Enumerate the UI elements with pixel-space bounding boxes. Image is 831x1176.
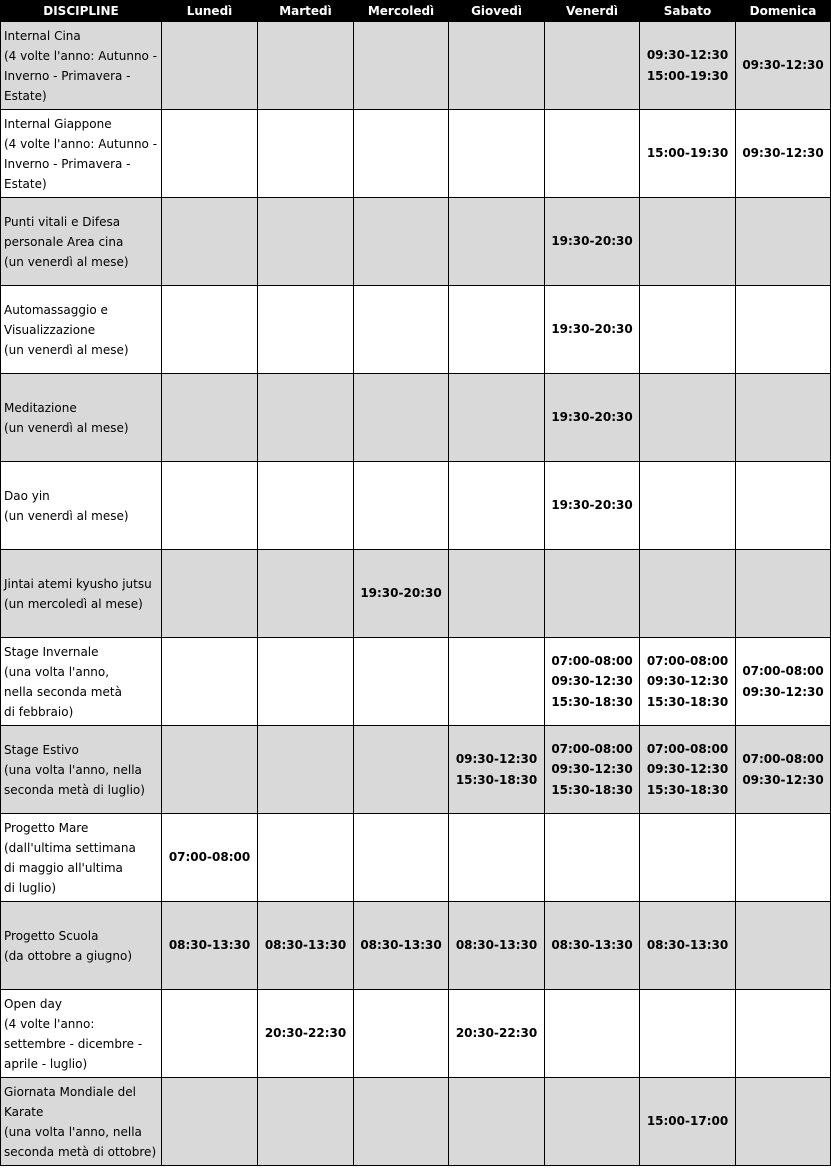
time-cell — [258, 110, 354, 198]
time-cell — [162, 462, 258, 550]
time-cell — [736, 814, 831, 902]
time-slot: 19:30-20:30 — [551, 410, 633, 425]
time-cell — [449, 902, 545, 990]
discipline-line: Automassaggio e — [4, 302, 108, 317]
discipline-cell — [1, 286, 162, 374]
discipline-line: Giornata Mondiale del — [4, 1084, 136, 1099]
time-cell — [162, 286, 258, 374]
time-slot: 07:00-08:00 — [646, 653, 729, 668]
time-cell — [354, 902, 449, 990]
discipline-line: (4 volte l'anno: Autunno - — [4, 136, 158, 151]
table-row — [1, 726, 831, 814]
time-cell — [545, 990, 640, 1078]
discipline-line: (una volta l'anno, — [4, 664, 110, 679]
discipline-line: (un mercoledì al mese) — [4, 596, 143, 611]
time-cell — [449, 638, 545, 726]
time-cell — [354, 638, 449, 726]
time-cell — [545, 286, 640, 374]
time-cell — [545, 726, 640, 814]
time-cell — [545, 902, 640, 990]
time-slot: 07:00-08:00 — [742, 664, 824, 678]
time-cell — [449, 198, 545, 286]
discipline-cell — [1, 726, 162, 814]
time-cell — [354, 374, 449, 462]
time-cell — [162, 902, 258, 990]
discipline-line: Open day — [4, 996, 62, 1011]
time-cell — [354, 286, 449, 374]
time-cell — [354, 726, 449, 814]
discipline-line: di maggio all'ultima — [4, 860, 123, 875]
time-cell — [258, 550, 354, 638]
discipline-line: Stage Estivo — [4, 742, 79, 757]
header-discipline: DISCIPLINE — [1, 1, 162, 22]
time-cell — [258, 814, 354, 902]
discipline-cell — [1, 462, 162, 550]
time-slot: 08:30-13:30 — [455, 938, 538, 953]
time-cell — [640, 198, 736, 286]
time-cell — [640, 814, 736, 902]
time-slot: 20:30-22:30 — [455, 1026, 538, 1041]
discipline-line: (4 volte l'anno: — [4, 1016, 95, 1031]
discipline-line: (4 volte l'anno: Autunno - — [4, 48, 158, 63]
time-slot: 08:30-13:30 — [168, 938, 251, 953]
discipline-cell — [1, 374, 162, 462]
time-cell — [640, 726, 736, 814]
time-slot: 07:00-08:00 — [551, 653, 633, 668]
discipline-line: Jintai atemi kyusho jutsu — [4, 576, 152, 591]
discipline-line: (da ottobre a giugno) — [4, 948, 133, 963]
discipline-line: (un venerdì al mese) — [4, 342, 129, 357]
discipline-line: Estate) — [4, 88, 47, 103]
time-slot: 07:00-08:00 — [646, 741, 729, 756]
table-row — [1, 198, 831, 286]
time-cell — [258, 22, 354, 110]
discipline-line: seconda metà di luglio) — [4, 782, 145, 797]
time-cell — [545, 550, 640, 638]
time-cell — [354, 110, 449, 198]
header-day: Sabato — [640, 1, 736, 22]
discipline-line: Dao yin — [4, 488, 50, 503]
table-row — [1, 462, 831, 550]
time-slot: 09:30-12:30 — [742, 772, 824, 787]
discipline-cell — [1, 22, 162, 110]
time-slot: 15:30-18:30 — [551, 694, 633, 709]
discipline-line: (dall'ultima settimana — [4, 840, 136, 855]
discipline-line: Punti vitali e Difesa — [4, 214, 121, 229]
time-slot: 07:00-08:00 — [742, 752, 824, 766]
time-cell — [449, 462, 545, 550]
time-cell — [736, 726, 831, 814]
time-cell — [736, 638, 831, 726]
time-slot: 15:30-18:30 — [551, 782, 633, 797]
table-row — [1, 638, 831, 726]
time-cell — [640, 22, 736, 110]
time-cell — [736, 1078, 831, 1166]
table-row — [1, 374, 831, 462]
time-slot: 09:30-12:30 — [551, 674, 633, 689]
table-row — [1, 22, 831, 110]
time-slot: 07:00-08:00 — [551, 741, 633, 756]
discipline-line: Inverno - Primavera - — [4, 156, 131, 171]
time-slot: 15:30-18:30 — [455, 772, 538, 787]
time-slot: 09:30-12:30 — [742, 58, 824, 73]
discipline-line: (una volta l'anno, nella — [4, 1124, 142, 1139]
time-cell — [258, 990, 354, 1078]
time-cell — [545, 110, 640, 198]
time-slot: 15:00-17:00 — [646, 1114, 729, 1129]
time-cell — [545, 374, 640, 462]
time-cell — [640, 462, 736, 550]
time-cell — [449, 110, 545, 198]
time-slot: 09:30-12:30 — [742, 146, 824, 161]
header-day: Lunedì — [162, 1, 258, 22]
time-cell — [449, 990, 545, 1078]
time-cell — [162, 374, 258, 462]
time-slot: 09:30-12:30 — [455, 752, 538, 766]
discipline-cell — [1, 814, 162, 902]
time-slot: 19:30-20:30 — [551, 234, 633, 249]
time-cell — [545, 638, 640, 726]
discipline-cell — [1, 990, 162, 1078]
discipline-line: Internal Giappone — [4, 116, 112, 131]
time-cell — [354, 198, 449, 286]
time-cell — [354, 814, 449, 902]
discipline-cell — [1, 550, 162, 638]
table-row — [1, 814, 831, 902]
table-row — [1, 902, 831, 990]
time-cell — [545, 462, 640, 550]
time-cell — [162, 198, 258, 286]
time-cell — [258, 902, 354, 990]
time-cell — [449, 814, 545, 902]
time-cell — [640, 550, 736, 638]
table-row — [1, 1078, 831, 1166]
time-slot: 08:30-13:30 — [551, 938, 633, 953]
time-cell — [449, 286, 545, 374]
time-cell — [640, 1078, 736, 1166]
time-cell — [258, 638, 354, 726]
header-day: Martedì — [258, 1, 354, 22]
discipline-cell — [1, 902, 162, 990]
time-cell — [449, 726, 545, 814]
time-cell — [354, 22, 449, 110]
discipline-line: Inverno - Primavera - — [4, 68, 131, 83]
discipline-line: aprile - luglio) — [4, 1056, 88, 1071]
time-cell — [736, 110, 831, 198]
discipline-line: Stage Invernale — [4, 644, 99, 659]
time-cell — [162, 22, 258, 110]
time-cell — [545, 814, 640, 902]
header-day: Domenica — [736, 1, 831, 22]
time-slot: 15:30-18:30 — [646, 782, 729, 797]
time-cell — [258, 286, 354, 374]
discipline-cell — [1, 198, 162, 286]
time-cell — [162, 550, 258, 638]
time-cell — [162, 990, 258, 1078]
discipline-line: settembre - dicembre - — [4, 1036, 143, 1051]
time-cell — [162, 814, 258, 902]
time-cell — [258, 1078, 354, 1166]
time-cell — [449, 22, 545, 110]
time-cell — [736, 374, 831, 462]
time-cell — [736, 22, 831, 110]
time-cell — [640, 110, 736, 198]
table-row — [1, 550, 831, 638]
time-cell — [354, 1078, 449, 1166]
header-day: Giovedì — [449, 1, 545, 22]
discipline-line: Estate) — [4, 176, 47, 191]
time-slot: 08:30-13:30 — [360, 938, 442, 953]
time-cell — [162, 110, 258, 198]
time-slot: 19:30-20:30 — [551, 322, 633, 337]
discipline-line: Visualizzazione — [4, 322, 96, 337]
time-cell — [545, 1078, 640, 1166]
table-row — [1, 990, 831, 1078]
time-slot: 09:30-12:30 — [742, 684, 824, 699]
time-slot: 07:00-08:00 — [168, 850, 251, 865]
time-slot: 09:30-12:30 — [646, 48, 729, 62]
time-cell — [449, 1078, 545, 1166]
time-slot: 09:30-12:30 — [646, 674, 729, 689]
discipline-line: seconda metà di ottobre) — [4, 1144, 157, 1159]
time-slot: 15:00-19:30 — [646, 146, 729, 161]
discipline-line: Progetto Mare — [4, 820, 89, 835]
time-slot: 09:30-12:30 — [551, 762, 633, 777]
header-row — [1, 1, 831, 22]
time-cell — [736, 990, 831, 1078]
time-cell — [640, 374, 736, 462]
discipline-line: (un venerdì al mese) — [4, 254, 129, 269]
discipline-cell — [1, 110, 162, 198]
discipline-cell — [1, 1078, 162, 1166]
discipline-line: Progetto Scuola — [4, 928, 99, 943]
time-cell — [545, 22, 640, 110]
time-cell — [449, 550, 545, 638]
time-slot: 09:30-12:30 — [646, 762, 729, 777]
discipline-line: di luglio) — [4, 880, 57, 895]
discipline-line: nella seconda metà — [4, 684, 122, 699]
discipline-line: Internal Cina — [4, 28, 81, 43]
time-cell — [162, 638, 258, 726]
time-cell — [354, 990, 449, 1078]
discipline-line: personale Area cina — [4, 234, 124, 249]
time-cell — [162, 726, 258, 814]
header-day: Venerdì — [545, 1, 640, 22]
time-cell — [258, 462, 354, 550]
time-slot: 20:30-22:30 — [264, 1026, 347, 1041]
time-cell — [736, 550, 831, 638]
time-cell — [354, 462, 449, 550]
header-day: Mercoledì — [354, 1, 449, 22]
discipline-line: Meditazione — [4, 400, 77, 415]
time-slot: 15:30-18:30 — [646, 694, 729, 709]
time-cell — [640, 638, 736, 726]
time-slot: 19:30-20:30 — [360, 586, 442, 601]
time-slot: 15:00-19:30 — [646, 68, 729, 83]
time-slot: 08:30-13:30 — [646, 938, 729, 953]
time-cell — [449, 374, 545, 462]
discipline-line: (un venerdì al mese) — [4, 420, 129, 435]
time-cell — [640, 286, 736, 374]
time-cell — [736, 462, 831, 550]
discipline-cell — [1, 638, 162, 726]
discipline-line: Karate — [4, 1104, 44, 1119]
table-row — [1, 110, 831, 198]
discipline-line: (un venerdì al mese) — [4, 508, 129, 523]
time-slot: 08:30-13:30 — [264, 938, 347, 953]
time-cell — [162, 1078, 258, 1166]
time-cell — [640, 990, 736, 1078]
time-cell — [258, 374, 354, 462]
time-cell — [736, 286, 831, 374]
discipline-line: (una volta l'anno, nella — [4, 762, 142, 777]
time-cell — [258, 198, 354, 286]
time-cell — [258, 726, 354, 814]
time-slot: 19:30-20:30 — [551, 498, 633, 513]
time-cell — [545, 198, 640, 286]
discipline-line: di febbraio) — [4, 704, 74, 719]
time-cell — [736, 198, 831, 286]
time-cell — [354, 550, 449, 638]
time-cell — [736, 902, 831, 990]
table-row — [1, 286, 831, 374]
time-cell — [640, 902, 736, 990]
table-body — [1, 22, 831, 1166]
